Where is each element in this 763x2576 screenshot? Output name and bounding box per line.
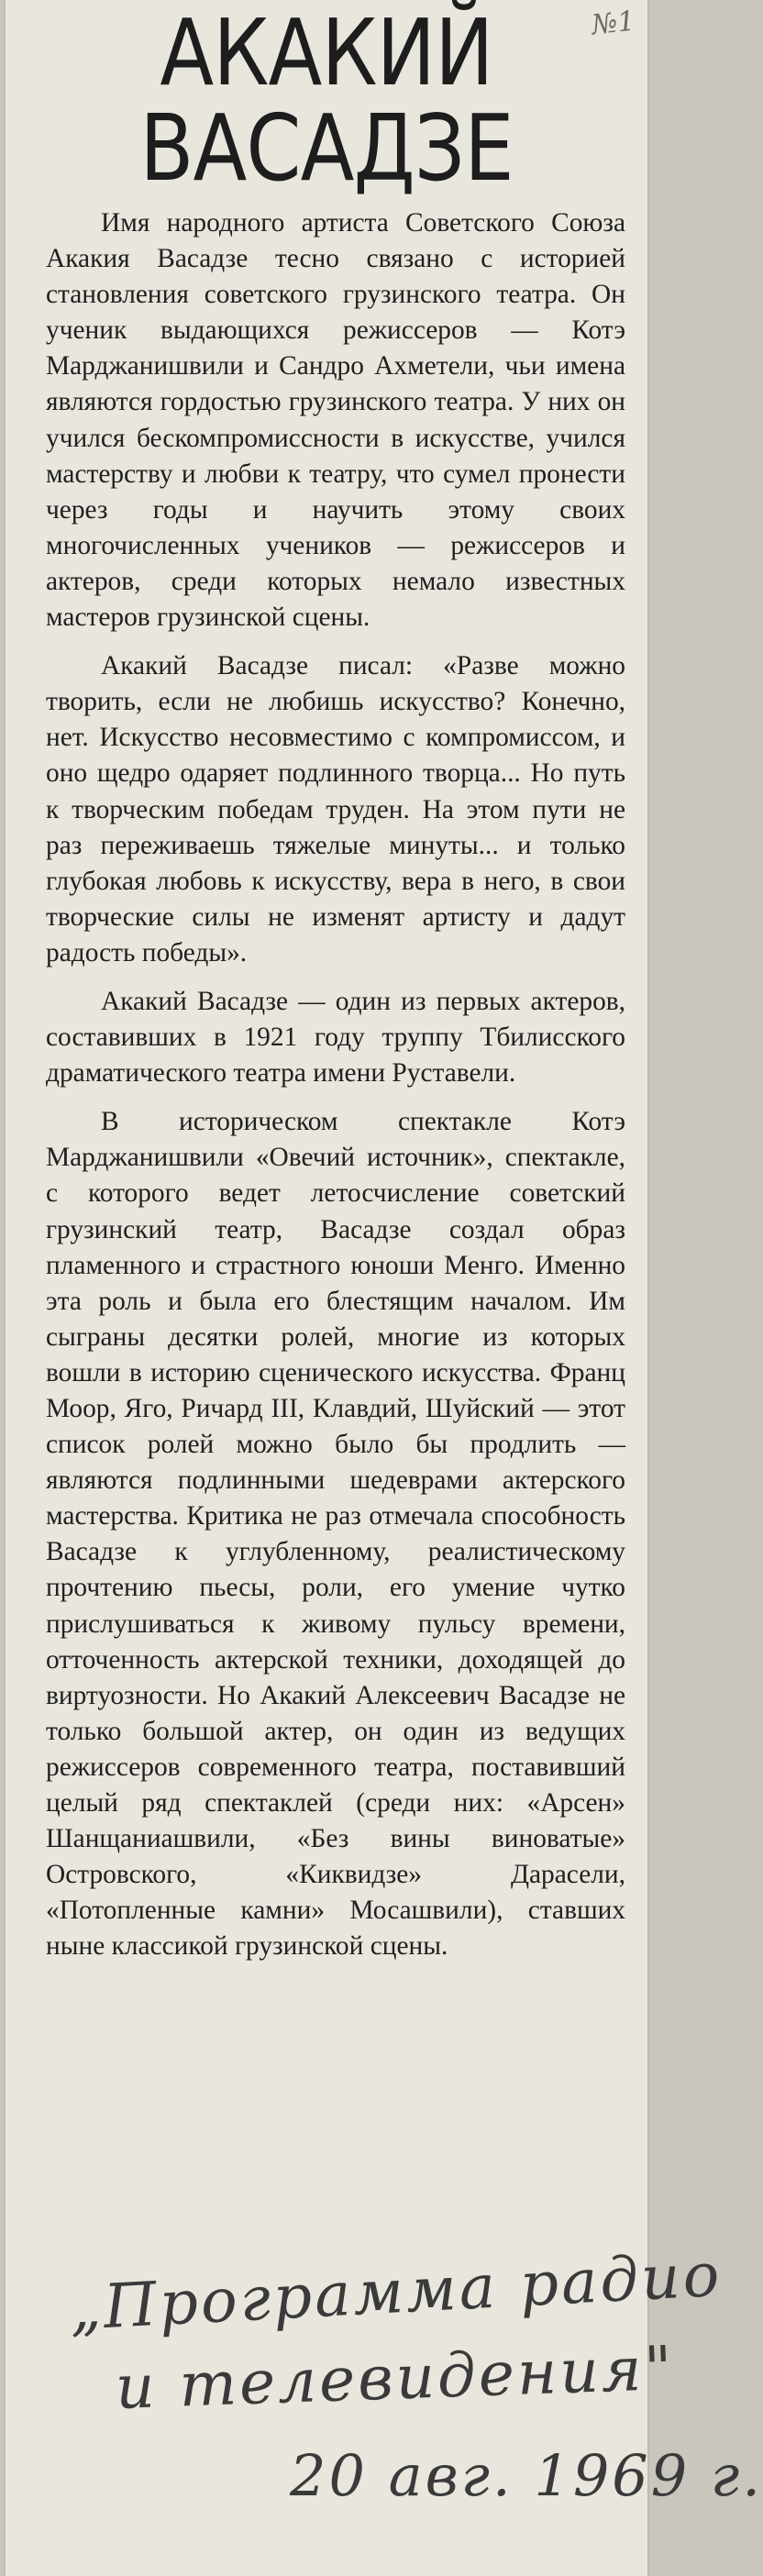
paragraph-2: Акакий Васадзе писал: «Разве можно творить, если не любишь искусство? Конечно, нет. Искусство несовместимо с компромиссом, и оно щедро одаряет подлинного творца... Но путь к творческим победам труден. На этом пути не раз переживаешь тяжелые минуты... и только глубокая любовь к искусству, вера в него, в свои творческие силы не изменят артисту и дадут радость победы». — [46, 651, 625, 967]
handwritten-source-note — [61, 2239, 763, 2515]
paragraph-4: В историческом спектакле Котэ Марджанишвили «Овечий источник», спектакле, с которого ведет летосчисление советский грузинский театр, Васадзе создал образ пламенного и страстного юноши Менго. Именно эта роль и была его блестящим началом. Им сыграны десятки ролей, многие из которых вошли в историю сценического искусства. Франц Моор, Яго, Ричард III, Клавдий, Шуйский — этот список ролей можно было бы продлить — являются подлинными шедеврами актерского мастерства. Критика не раз отмечала способность Васадзе к углубленному, реалистическому прочтению пьесы, роли, его умение чутко прислушиваться к живому пульсу времени, отточенность актерской техники, доходящей до виртуозности. Но Акакий Алексеевич Васадзе не только большой актер, он один из ведущих режиссеров современного театра, поставивший целый ряд спектаклей (среди них: «Арсен» Шанщаниашвили, «Без вины виноватые» Островского, «Киквидзе» Дарасели, «Потопленные камни» Мосашвили), ставших ныне классикой грузинской сцены. — [46, 1107, 625, 1962]
handwritten-line-1: „Программа радио — [67, 2239, 724, 2344]
article-body — [46, 205, 625, 1978]
handwritten-date: 20 авг. 1969 г. — [290, 2442, 763, 2509]
corner-mark: №1 — [589, 5, 636, 42]
paragraph-3: Акакий Васадзе — один из первых актеров, составивших в 1921 году труппу Тбилисского драматического театра имени Руставели. — [46, 986, 625, 1089]
headline-line-1: АКАКИЙ — [160, 0, 493, 106]
headline — [50, 0, 603, 202]
paragraph-1: Имя народного артиста Советского Союза Акакия Васадзе тесно связано с историей становления советского грузинского театра. Он ученик выдающихся режиссеров — Котэ Марджанишвили и Сандро Ахметели, чьи имена являются гордостью грузинского театра. У них он учился бескомпромиссности в искусстве, учился мастерству и любви к театру, что сумел пронести через годы и научить этому своих многочисленных учеников — режиссеров и актеров, среди которых немало известных мастеров грузинской сцены. — [46, 208, 625, 633]
handwritten-line-2: и телевидения" — [114, 2332, 677, 2423]
newspaper-clipping — [4, 0, 763, 2576]
headline-line-2: ВАСАДЗЕ — [139, 94, 514, 202]
